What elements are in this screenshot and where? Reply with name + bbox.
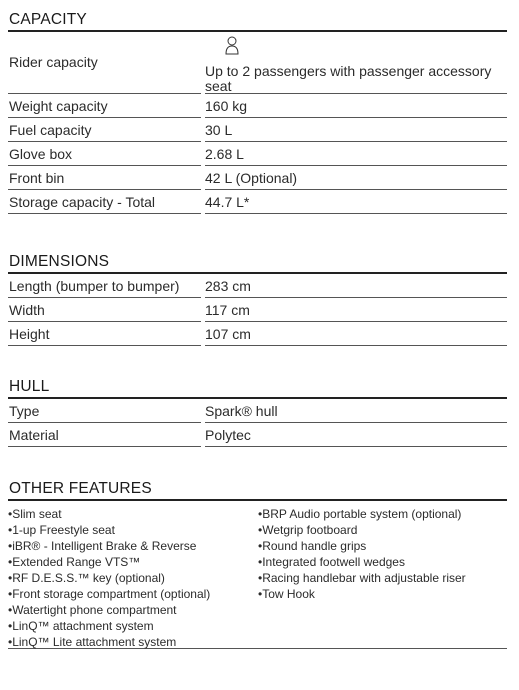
spec-row-height bbox=[8, 322, 507, 346]
list-item: • Front storage compartment (optional) bbox=[8, 586, 210, 602]
spec-label: Fuel capacity bbox=[8, 118, 201, 142]
capacity-title: CAPACITY bbox=[8, 10, 507, 32]
spec-value: 42 L (Optional) bbox=[205, 166, 507, 190]
hull-section bbox=[8, 377, 507, 447]
spec-row-hull-type bbox=[8, 399, 507, 423]
spec-label: Type bbox=[8, 399, 201, 423]
features-list bbox=[8, 502, 507, 649]
list-item: • RF D.E.S.S.™ key (optional) bbox=[8, 570, 210, 586]
capacity-section bbox=[8, 10, 507, 214]
rider-capacity-value: Up to 2 passengers with passenger accessory seat bbox=[205, 63, 492, 94]
spec-value: 283 cm bbox=[205, 274, 507, 298]
features-title: OTHER FEATURES bbox=[8, 479, 507, 501]
spec-label: Weight capacity bbox=[8, 94, 201, 118]
spec-label: Length (bumper to bumper) bbox=[8, 274, 201, 298]
spec-value: 117 cm bbox=[205, 298, 507, 322]
spec-value: Spark® hull bbox=[205, 399, 507, 423]
spec-row-storage-total bbox=[8, 190, 507, 214]
dimensions-title: DIMENSIONS bbox=[8, 252, 507, 274]
list-item: • Watertight phone compartment bbox=[8, 602, 210, 618]
spec-value bbox=[205, 32, 507, 94]
spec-row-fuel-capacity bbox=[8, 118, 507, 142]
features-column-right bbox=[258, 506, 466, 602]
list-item: • LinQ™ Lite attachment system bbox=[8, 634, 210, 650]
spec-value: 107 cm bbox=[205, 322, 507, 346]
spec-row-glove-box bbox=[8, 142, 507, 166]
hull-title: HULL bbox=[8, 377, 507, 399]
spec-label: Glove box bbox=[8, 142, 201, 166]
spec-label: Width bbox=[8, 298, 201, 322]
spec-value: 160 kg bbox=[205, 94, 507, 118]
list-item: • Integrated footwell wedges bbox=[258, 554, 466, 570]
person-icon bbox=[225, 36, 239, 56]
list-item: • Racing handlebar with adjustable riser bbox=[258, 570, 466, 586]
spec-row-hull-material bbox=[8, 423, 507, 447]
list-item: • Round handle grips bbox=[258, 538, 466, 554]
spec-value: Polytec bbox=[205, 423, 507, 447]
spec-label: Material bbox=[8, 423, 201, 447]
spec-value: 2.68 L bbox=[205, 142, 507, 166]
list-item: • BRP Audio portable system (optional) bbox=[258, 506, 466, 522]
list-item: • Extended Range VTS™ bbox=[8, 554, 210, 570]
list-item: • 1-up Freestyle seat bbox=[8, 522, 210, 538]
list-item: • iBR® - Intelligent Brake & Reverse bbox=[8, 538, 210, 554]
spec-row-rider-capacity bbox=[8, 32, 507, 94]
list-item: • Tow Hook bbox=[258, 586, 466, 602]
features-column-left bbox=[8, 506, 210, 650]
features-section bbox=[8, 479, 507, 501]
list-item: • Wetgrip footboard bbox=[258, 522, 466, 538]
spec-value: 44.7 L* bbox=[205, 190, 507, 214]
spec-row-width bbox=[8, 298, 507, 322]
spec-row-length bbox=[8, 274, 507, 298]
spec-row-front-bin bbox=[8, 166, 507, 190]
spec-label: Rider capacity bbox=[8, 32, 201, 94]
spec-value: 30 L bbox=[205, 118, 507, 142]
list-item: • Slim seat bbox=[8, 506, 210, 522]
spec-label: Height bbox=[8, 322, 201, 346]
dimensions-section bbox=[8, 252, 507, 346]
spec-label: Storage capacity - Total bbox=[8, 190, 201, 214]
list-item: • LinQ™ attachment system bbox=[8, 618, 210, 634]
spec-label: Front bin bbox=[8, 166, 201, 190]
spec-row-weight-capacity bbox=[8, 94, 507, 118]
